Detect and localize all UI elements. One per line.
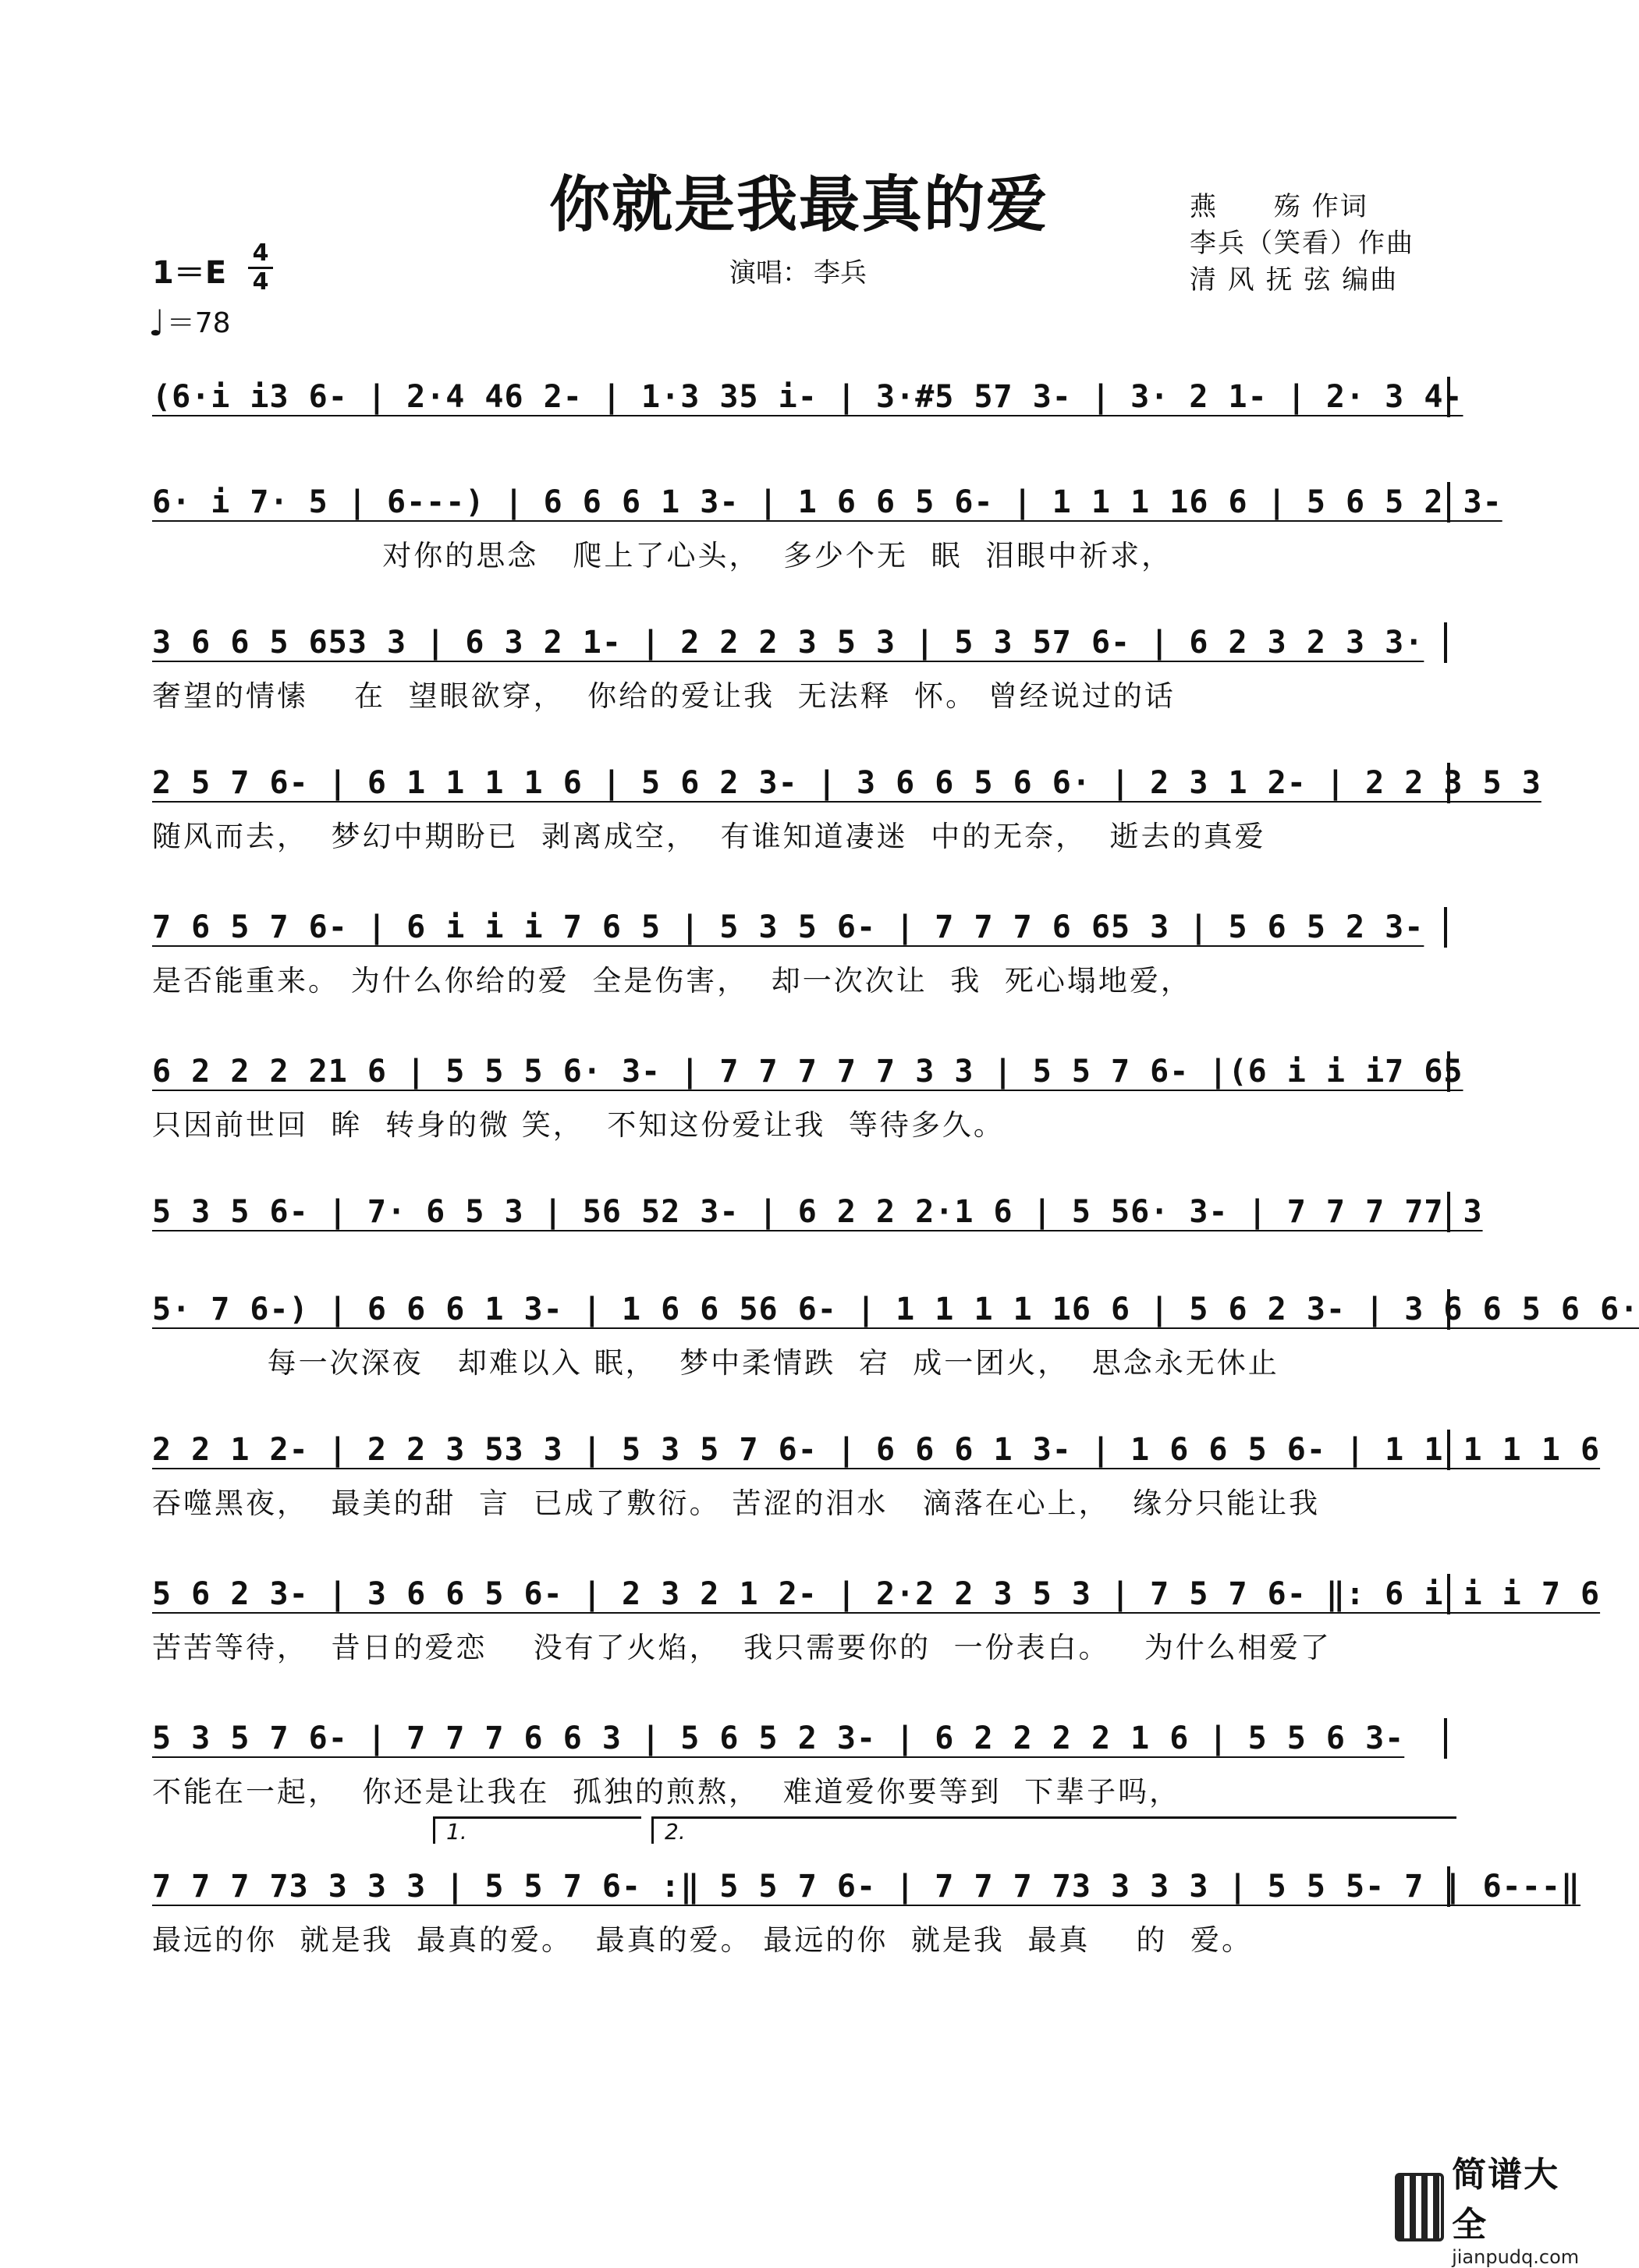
time-numerator: 4: [252, 239, 269, 267]
piano-icon: [1395, 2173, 1444, 2241]
singer-label: 演唱：: [729, 257, 809, 289]
jianpu-notation: 5 6 2 3- | 3 6 6 5 6- | 2 3 2 1 2- | 2·2 2 3 5 3 | 7 5 7 6- ‖: 6 i i i 7 6: [152, 1574, 1450, 1614]
watermark-url: jianpudq.com: [1452, 2246, 1580, 2268]
jianpu-notation: 5 3 5 6- | 7· 6 5 3 | 56 52 3- | 6 2 2 2·1 6 | 5 56· 3- | 7 7 7 77 3: [152, 1192, 1450, 1232]
key-signature: 1＝E: [152, 255, 227, 291]
watermark-name: 简谱大全: [1452, 2155, 1560, 2245]
notes-row: [152, 1704, 1447, 1759]
notes-row: [152, 1852, 1580, 1907]
staff-row: [152, 1178, 1483, 1246]
lyrics-line: 苦苦等待， 昔日的爱恋 没有了火焰， 我只需要你的 一份表白。 为什么相爱了: [152, 1631, 1332, 1664]
staff-row: [152, 1275, 1639, 1383]
lyrics-line: 是否能重来。 为什么你给的爱 全是伤害， 却一次次让 我 死心塌地爱，: [152, 964, 1192, 998]
staff-row: [152, 1560, 1601, 1667]
notes-row: [152, 749, 1541, 803]
jianpu-notation: 6· i 7· 5 | 6---) | 6 6 6 1 3- | 1 6 6 5 6- | 1 1 1 16 6 | 5 6 5 2 3-: [152, 482, 1450, 523]
time-denominator: 4: [252, 268, 269, 296]
jianpu-notation: 7 6 5 7 6- | 6 i i i 7 6 5 | 5 3 5 6- | 7 7 7 6 65 3 | 5 6 5 2 3-: [152, 907, 1447, 948]
lyrics-line: 最远的你 就是我 最真的爱。 最真的爱。 最远的你 就是我 最真 的 爱。: [152, 1923, 1253, 1957]
jianpu-notation: 5· 7 6-) | 6 6 6 1 3- | 1 6 6 56 6- | 1 1 1 1 16 6 | 5 6 2 3- | 3 6 6 5 6 6·: [152, 1289, 1450, 1330]
tempo-value: ＝78: [166, 307, 231, 339]
credits: [1190, 189, 1414, 299]
notes-row: [152, 1560, 1601, 1614]
lyrics-line: 只因前世回 眸 转身的微 笑， 不知这份爱让我 等待多久。: [152, 1108, 1005, 1142]
staff-row: [152, 1819, 1580, 1960]
staff-row: [152, 1704, 1447, 1812]
notes-row: [152, 608, 1447, 663]
staff-row: [152, 1037, 1463, 1145]
quarter-note-icon: ♩: [148, 302, 165, 344]
lyrics-line: 随风而去， 梦幻中期盼已 剥离成空， 有谁知道凄迷 中的无奈， 逝去的真爱: [152, 820, 1266, 853]
song-title: 你就是我最真的爱: [548, 169, 1048, 240]
jianpu-notation: 2 2 1 2- | 2 2 3 53 3 | 5 3 5 7 6- | 6 6 6 1 3- | 1 6 6 5 6- | 1 1 1 1 1 6: [152, 1430, 1450, 1470]
jianpu-notation: 2 5 7 6- | 6 1 1 1 1 6 | 5 6 2 3- | 3 6 6 5 6 6· | 2 3 1 2- | 2 2 3 5 3: [152, 763, 1450, 803]
notes-row: [152, 363, 1463, 417]
tempo-marking: [148, 299, 231, 344]
staff-row: [152, 608, 1447, 716]
notes-row: [152, 1416, 1601, 1470]
jianpu-notation: 7 7 7 73 3 3 3 | 5 5 7 6- :‖ 5 5 7 6- | 7 7 7 73 3 3 3 | 5 5 5- 7 | 6---‖: [152, 1866, 1450, 1907]
lyrics-line: 吞噬黑夜， 最美的甜 言 已成了敷衍。 苦涩的泪水 滴落在心上， 缘分只能让我: [152, 1487, 1321, 1520]
staff-row: [152, 893, 1447, 1001]
time-signature: [248, 239, 273, 296]
jianpu-notation: 3 6 6 5 653 3 | 6 3 2 1- | 2 2 2 3 5 3 | 5 3 57 6- | 6 2 3 2 3 3·: [152, 622, 1447, 663]
notes-row: [152, 893, 1447, 948]
staff-row: [152, 468, 1502, 576]
notes-row: [152, 468, 1502, 523]
notes-row: [152, 1178, 1483, 1232]
volta-2: 2.: [651, 1816, 1456, 1844]
lyrics-line: 不能在一起， 你还是让我在 孤独的煎熬， 难道爱你要等到 下辈子吗，: [152, 1775, 1181, 1809]
singer-name: 李兵: [814, 257, 867, 289]
singer-line: [729, 251, 871, 289]
staff-row: [152, 1416, 1601, 1523]
composer-credit: 李兵（笑看）作曲: [1190, 228, 1414, 259]
lyrics-line: 奢望的情愫 在 望眼欲穿， 你给的爱让我 无法释 怀。 曾经说过的话: [152, 679, 1176, 713]
arranger-credit: 清 风 抚 弦 编曲: [1190, 264, 1399, 296]
watermark-logo: [1395, 2155, 1584, 2268]
notes-row: [152, 1037, 1463, 1092]
staff-row: [152, 363, 1463, 431]
volta-1: 1.: [433, 1816, 641, 1844]
lyricist-credit: 燕 殇 作词: [1190, 191, 1368, 222]
jianpu-notation: (6·i i3 6- | 2·4 46 2- | 1·3 35 i- | 3·#5 57 3- | 3· 2 1- | 2· 3 4-: [152, 377, 1450, 417]
jianpu-notation: 5 3 5 7 6- | 7 7 7 6 6 3 | 5 6 5 2 3- | 6 2 2 2 2 1 6 | 5 5 6 3-: [152, 1718, 1447, 1759]
jianpu-notation: 6 2 2 2 21 6 | 5 5 5 6· 3- | 7 7 7 7 7 3 3 | 5 5 7 6- |(6 i i i7 65: [152, 1051, 1450, 1092]
staff-row: [152, 749, 1541, 856]
lyrics-line: 对你的思念 爬上了心头， 多少个无 眠 泪眼中祈求，: [152, 539, 1173, 572]
notes-row: [152, 1275, 1639, 1330]
lyrics-line: 每一次深夜 却难以入 眠， 梦中柔情跌 宕 成一团火， 思念永无休止: [152, 1346, 1279, 1380]
